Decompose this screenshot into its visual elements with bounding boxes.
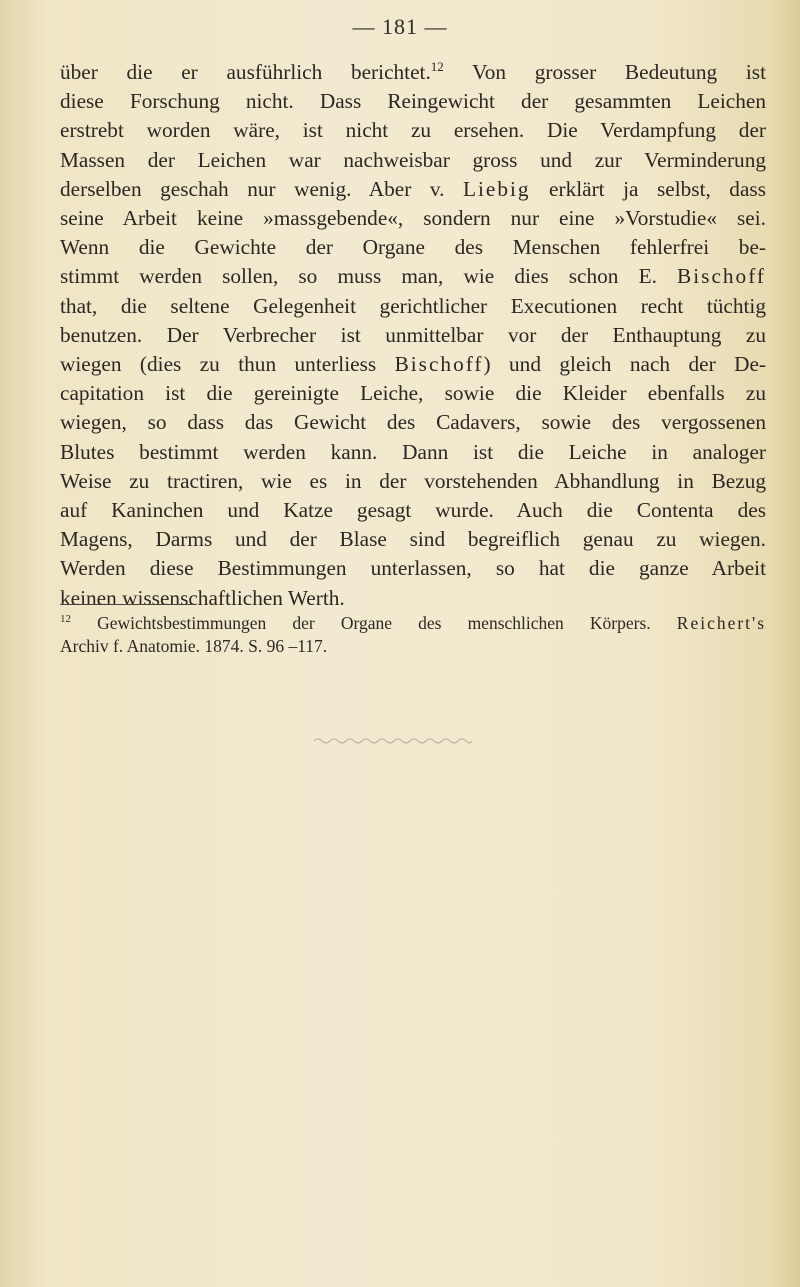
author-name-bischoff-2: Bischoff (394, 352, 484, 377)
text-line-10: benutzen. Der Verbrecher ist unmittelbar vor der Enthauptung zu (60, 322, 766, 347)
footnote-text: Gewichtsbestimmungen der Organe des menschlichen Körpers. (97, 613, 651, 633)
text-line-6: seine Arbeit keine »massgebende«, sondern nur eine »Vorstudie« sei. (60, 206, 766, 231)
footnote-divider (60, 604, 196, 605)
text-line-5-start: derselben geschah nur wenig. Aber v. (60, 176, 445, 201)
text-line-2: diese Forschung nicht. Dass Reingewicht der gesammten Leichen (60, 89, 766, 114)
text-line-1-start: über die er ausführlich berichtet. (60, 60, 431, 84)
text-line-16: auf Kaninchen und Katze gesagt wurde. Auch die Contenta des (60, 498, 766, 523)
text-line-12: capitation ist die gereinigte Leiche, sowie die Kleider ebenfalls zu (60, 381, 766, 406)
text-line-15: Weise zu tractiren, wie es in der vorstehenden Abhandlung in Bezug (60, 468, 766, 493)
text-line-18: Werden diese Bestimmungen unterlassen, so hat die ganze Arbeit (60, 556, 766, 581)
text-line-19: keinen wissenschaftlichen Werth. (60, 585, 345, 610)
text-line-5 (60, 175, 766, 204)
footnote-reference[interactable]: 12 (430, 59, 444, 74)
text-line-11-start: wiegen (dies zu thun unterliess (60, 352, 377, 377)
main-text (60, 58, 766, 613)
author-name-liebig: Liebig (462, 176, 531, 201)
text-line-4: Massen der Leichen war nachweisbar gross und zur Verminderung (60, 147, 766, 172)
wavy-ornament (314, 736, 472, 746)
text-line-1-end: Von grosser Bedeutung ist (472, 60, 766, 84)
text-line-9: that, die seltene Gelegenheit gerichtlicher Executionen recht tüchtig (60, 293, 766, 318)
text-line-17: Magens, Darms und der Blase sind begreiflich genau zu wiegen. (60, 527, 766, 552)
text-line-8-start: stimmt werden sollen, so muss man, wie dies schon E. (60, 264, 657, 289)
text-line-7: Wenn die Gewichte der Organe des Menschen fehlerfrei be- (60, 235, 766, 260)
text-line-3: erstrebt worden wäre, ist nicht zu ersehen. Die Verdampfung der (60, 118, 766, 143)
footnote-author: Reichert's (676, 613, 767, 633)
text-line-8 (60, 262, 766, 291)
footnote-line-2: Archiv f. Anatomie. 1874. S. 96 –117. (60, 636, 328, 656)
text-line-13: wiegen, so dass das Gewicht des Cadavers, sowie des vergossenen (60, 410, 766, 435)
footnote (60, 612, 766, 658)
text-line-11 (60, 350, 766, 379)
text-line-11-end: ) und gleich nach der De- (483, 352, 766, 377)
text-line-5-end: erklärt ja selbst, dass (549, 176, 766, 201)
footnote-number: 12 (60, 613, 71, 625)
footnote-line-1 (60, 612, 766, 635)
author-name-bischoff: Bischoff (677, 264, 766, 289)
text-line-1 (60, 58, 766, 87)
text-line-14: Blutes bestimmt werden kann. Dann ist die Leiche in analoger (60, 439, 766, 464)
page-number: — 181 — (352, 14, 448, 39)
